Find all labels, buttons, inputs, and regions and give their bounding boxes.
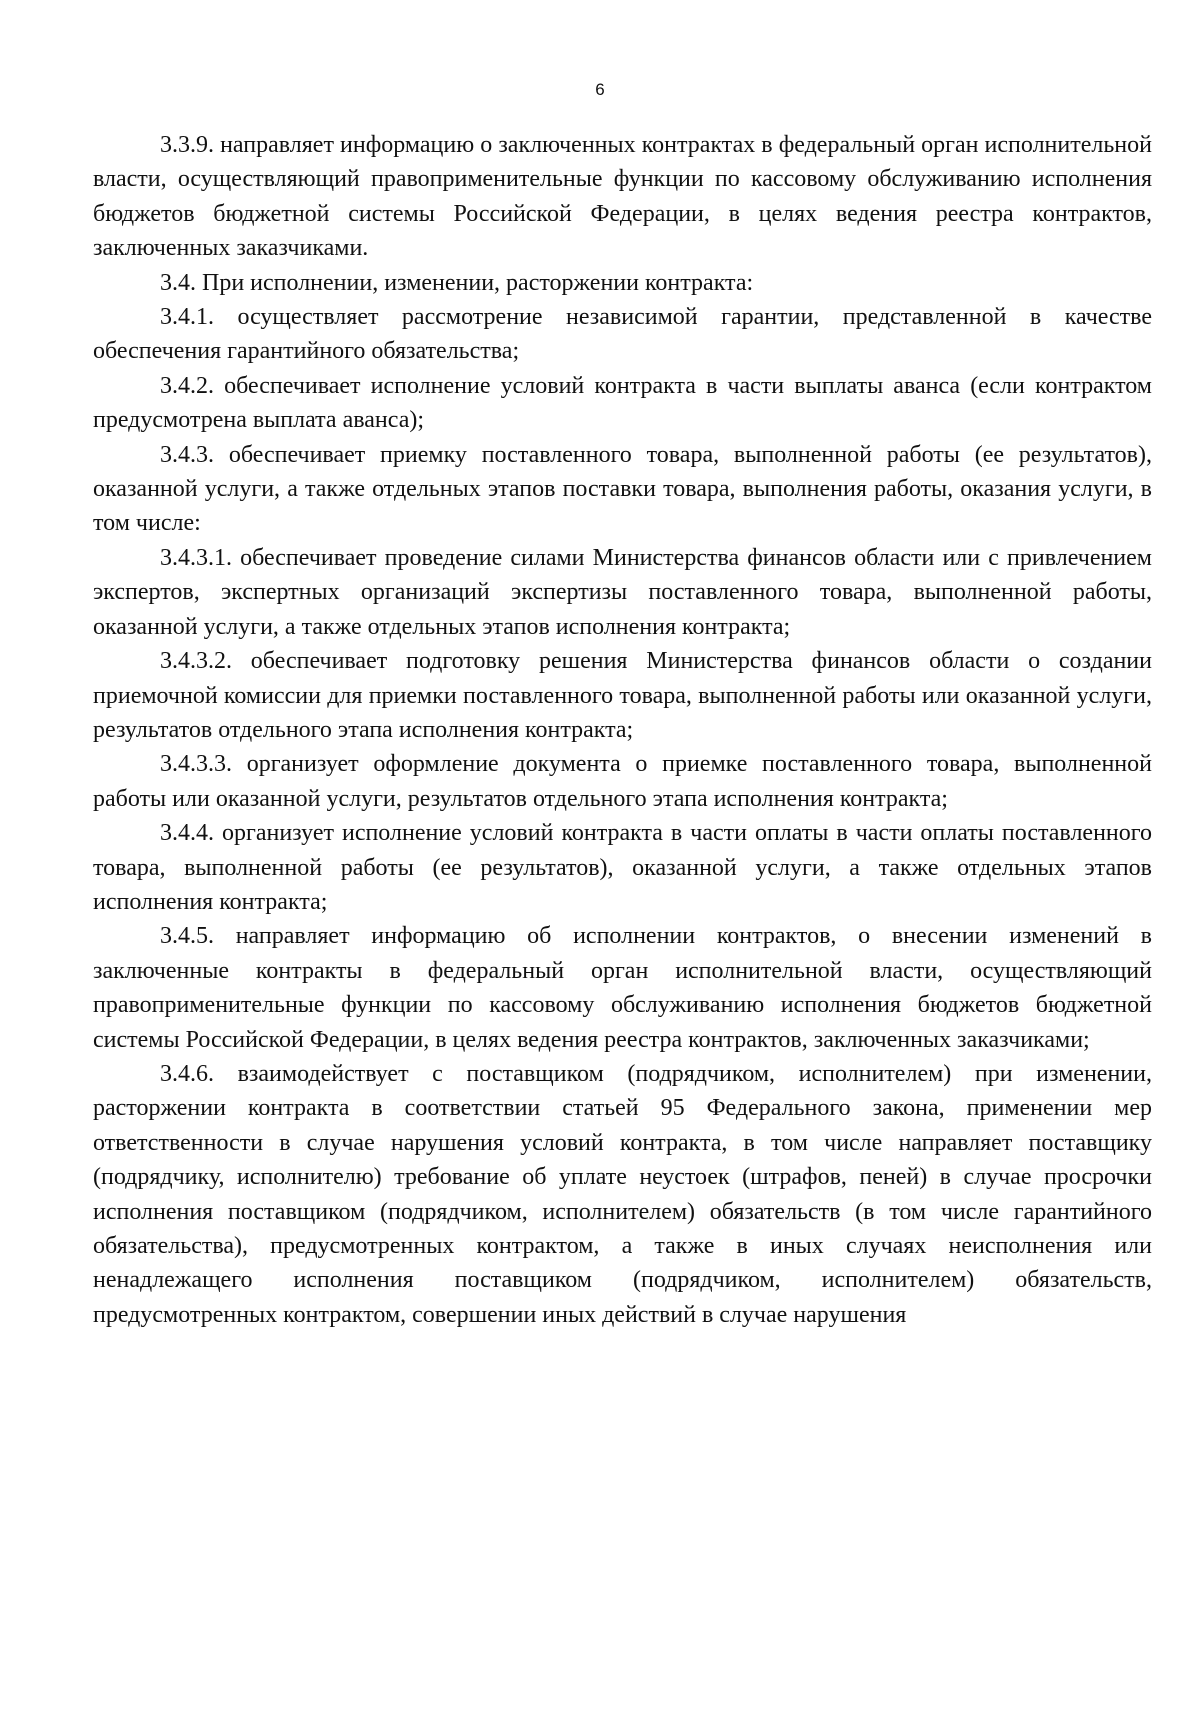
paragraph-3-4-3-1: 3.4.3.1. обеспечивает проведение силами Министерства финансов области или с привлечением экспертов, экспертных организаций экспертизы поставленного товара, выполненной работы, оказанной услуги, а также отдельных этапов исполнения контракта; [93, 544, 1152, 640]
paragraph-3-4: 3.4. При исполнении, изменении, расторжении контракта: [160, 269, 754, 296]
paragraph-3-4-5: 3.4.5. направляет информацию об исполнении контрактов, о внесении изменений в заключенные контракты в федеральный орган исполнительной власти, осуществляющий правоприменительные функции по кассовому обслуживанию исполнения бюджетов бюджетной системы Российской Федерации, в целях ведения реестра контрактов, заключенных заказчиками; [93, 923, 1152, 1053]
paragraph-3-4-6: 3.4.6. взаимодействует с поставщиком (подрядчиком, исполнителем) при изменении, расторжении контракта в соответствии статьей 95 Федерального закона, применении мер ответственности в случае нарушения условий контракта, в том числе направляет поставщику (подрядчику, исполнителю) требование об уплате неустоек (штрафов, пеней) в случае просрочки исполнения поставщиком (подрядчиком, исполнителем) обязательств (в том числе гарантийного обязательства), предусмотренных контрактом, а также в иных случаях неисполнения или ненадлежащего исполнения поставщиком (подрядчиком, исполнителем) обязательств, предусмотренных контрактом, совершении иных действий в случае нарушения [93, 1060, 1152, 1328]
paragraph-3-4-2: 3.4.2. обеспечивает исполнение условий контракта в части выплаты аванса (если контрактом предусмотрена выплата аванса); [93, 372, 1152, 434]
paragraph-3-4-1: 3.4.1. осуществляет рассмотрение независимой гарантии, представленной в качестве обеспечения гарантийного обязательства; [93, 304, 1152, 365]
document-body [93, 128, 1152, 1332]
paragraph-3-4-3-3: 3.4.3.3. организует оформление документа о приемке поставленного товара, выполненной работы или оказанной услуги, результатов отдельного этапа исполнения контракта; [93, 751, 1152, 812]
paragraph-3-4-3: 3.4.3. обеспечивает приемку поставленного товара, выполненной работы (ее результатов), оказанной услуги, а также отдельных этапов поставки товара, выполнения работы, оказания услуги, в том числе: [93, 441, 1152, 537]
paragraph-3-3-9: 3.3.9. направляет информацию о заключенных контрактах в федеральный орган исполнительной власти, осуществляющий правоприменительные функции по кассовому обслуживанию исполнения бюджетов бюджетной системы Российской Федерации, в целях ведения реестра контрактов, заключенных заказчиками. [93, 132, 1152, 262]
page-number: 6 [595, 80, 605, 99]
paragraph-3-4-3-2: 3.4.3.2. обеспечивает подготовку решения Министерства финансов области о создании приемочной комиссии для приемки поставленного товара, выполненной работы или оказанной услуги, результатов отдельного этапа исполнения контракта; [93, 648, 1152, 743]
paragraph-3-4-4: 3.4.4. организует исполнение условий контракта в части оплаты в части оплаты поставленного товара, выполненной работы (ее результатов), оказанной услуги, а также отдельных этапов исполнения контракта; [93, 820, 1152, 915]
